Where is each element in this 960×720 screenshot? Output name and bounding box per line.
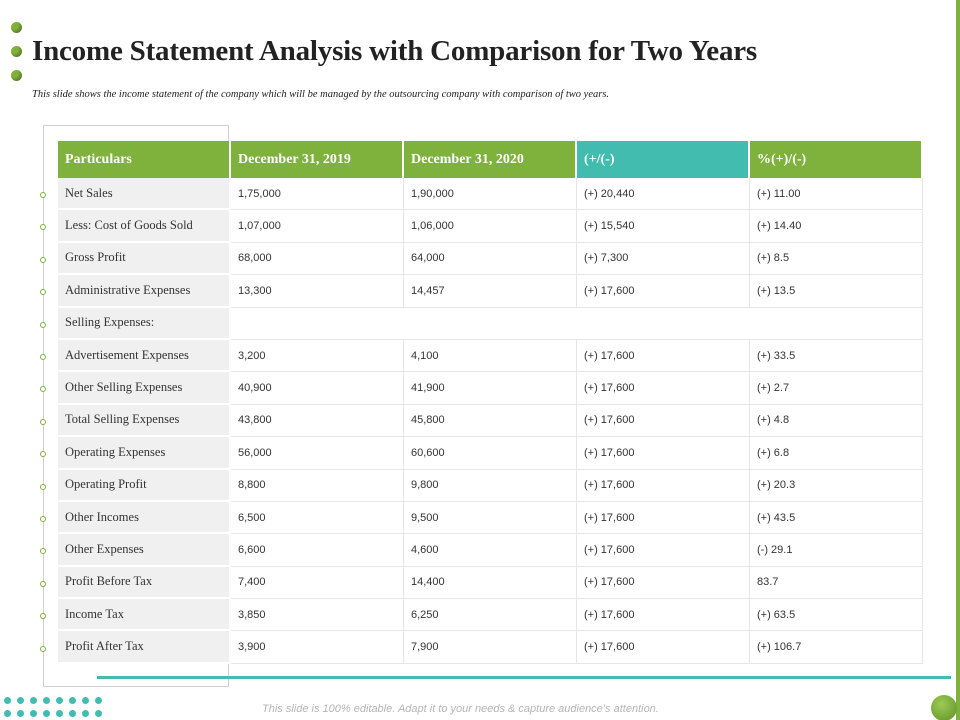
value-2019: 1,75,000 [231, 178, 404, 210]
grid-dot-icon [69, 710, 76, 717]
table-row [58, 405, 923, 437]
table-row [58, 502, 923, 534]
row-label: Less: Cost of Goods Sold [58, 210, 231, 242]
title-bullet-dots [11, 22, 23, 94]
table-row [58, 534, 923, 566]
row-label: Other Selling Expenses [58, 372, 231, 404]
table-row [58, 437, 923, 469]
value-difference: (+) 17,600 [577, 405, 750, 437]
grid-dot-icon [4, 710, 11, 717]
value-difference: (+) 17,600 [577, 567, 750, 599]
value-2020: 9,800 [404, 470, 577, 502]
grid-dot-icon [43, 697, 50, 704]
value-percent: (+) 11.00 [750, 178, 923, 210]
row-label: Income Tax [58, 599, 231, 631]
table-row [58, 470, 923, 502]
grid-dot-icon [17, 697, 24, 704]
row-label: Gross Profit [58, 243, 231, 275]
row-label: Operating Profit [58, 470, 231, 502]
header-percent-change: %(+)/(-) [750, 141, 923, 178]
value-percent: (-) 29.1 [750, 534, 923, 566]
side-bullet-icon [40, 322, 46, 328]
value-2020: 14,457 [404, 275, 577, 307]
header-difference: (+/(-) [577, 141, 750, 178]
table-header-row [58, 141, 923, 178]
header-december-2020: December 31, 2020 [404, 141, 577, 178]
grid-dot-icon [69, 697, 76, 704]
grid-dot-icon [17, 710, 24, 717]
side-bullet-icon [40, 646, 46, 652]
header-december-2019: December 31, 2019 [231, 141, 404, 178]
table-row [58, 308, 923, 340]
value-difference: (+) 17,600 [577, 275, 750, 307]
value-2019: 40,900 [231, 372, 404, 404]
income-statement-table [58, 141, 923, 664]
grid-dot-icon [4, 697, 11, 704]
grid-dot-icon [56, 710, 63, 717]
corner-ball-icon [931, 695, 957, 720]
value-2019: 43,800 [231, 405, 404, 437]
value-2019: 7,400 [231, 567, 404, 599]
value-2019: 6,500 [231, 502, 404, 534]
table-row [58, 567, 923, 599]
value-percent: (+) 14.40 [750, 210, 923, 242]
bullet-dot-icon [11, 70, 22, 81]
value-2020: 60,600 [404, 437, 577, 469]
empty-cell [231, 308, 923, 340]
value-percent: 83.7 [750, 567, 923, 599]
value-2020: 7,900 [404, 631, 577, 663]
row-label: Operating Expenses [58, 437, 231, 469]
table-row [58, 210, 923, 242]
value-percent: (+) 6.8 [750, 437, 923, 469]
value-percent: (+) 43.5 [750, 502, 923, 534]
table-row [58, 599, 923, 631]
grid-dot-icon [30, 697, 37, 704]
row-label: Selling Expenses: [58, 308, 231, 340]
value-2019: 68,000 [231, 243, 404, 275]
grid-dot-icon [82, 697, 89, 704]
grid-dot-icon [82, 710, 89, 717]
row-label: Profit After Tax [58, 631, 231, 663]
value-2020: 41,900 [404, 372, 577, 404]
value-2020: 9,500 [404, 502, 577, 534]
side-bullet-icon [40, 257, 46, 263]
value-2020: 14,400 [404, 567, 577, 599]
side-bullet-icon [40, 192, 46, 198]
side-bullet-icon [40, 484, 46, 490]
value-2019: 3,850 [231, 599, 404, 631]
value-2020: 4,100 [404, 340, 577, 372]
value-2020: 45,800 [404, 405, 577, 437]
value-2019: 56,000 [231, 437, 404, 469]
bullet-dot-icon [11, 22, 22, 33]
value-percent: (+) 8.5 [750, 243, 923, 275]
value-difference: (+) 17,600 [577, 437, 750, 469]
row-label: Administrative Expenses [58, 275, 231, 307]
value-difference: (+) 17,600 [577, 599, 750, 631]
value-2020: 6,250 [404, 599, 577, 631]
value-2019: 13,300 [231, 275, 404, 307]
value-difference: (+) 17,600 [577, 502, 750, 534]
value-difference: (+) 17,600 [577, 534, 750, 566]
grid-dot-icon [95, 710, 102, 717]
right-accent-bar [956, 0, 960, 720]
value-2019: 6,600 [231, 534, 404, 566]
value-2020: 1,06,000 [404, 210, 577, 242]
value-2020: 1,90,000 [404, 178, 577, 210]
value-percent: (+) 13.5 [750, 275, 923, 307]
value-difference: (+) 7,300 [577, 243, 750, 275]
value-2019: 3,200 [231, 340, 404, 372]
value-percent: (+) 2.7 [750, 372, 923, 404]
page-title: Income Statement Analysis with Comparison for Two Years [32, 35, 758, 67]
table-row [58, 243, 923, 275]
side-bullet-icon [40, 581, 46, 587]
footer-note: This slide is 100% editable. Adapt it to your needs & capture audience’s attention. [262, 703, 659, 715]
value-2019: 3,900 [231, 631, 404, 663]
value-difference: (+) 17,600 [577, 372, 750, 404]
grid-dot-icon [30, 710, 37, 717]
value-percent: (+) 4.8 [750, 405, 923, 437]
grid-dot-icon [56, 697, 63, 704]
table-body [58, 178, 923, 664]
value-2020: 4,600 [404, 534, 577, 566]
grid-dot-icon [43, 710, 50, 717]
value-difference: (+) 17,600 [577, 631, 750, 663]
table-row [58, 372, 923, 404]
row-label: Advertisement Expenses [58, 340, 231, 372]
value-percent: (+) 33.5 [750, 340, 923, 372]
value-difference: (+) 15,540 [577, 210, 750, 242]
row-label: Other Expenses [58, 534, 231, 566]
row-label: Net Sales [58, 178, 231, 210]
row-label: Other Incomes [58, 502, 231, 534]
value-percent: (+) 106.7 [750, 631, 923, 663]
value-difference: (+) 17,600 [577, 470, 750, 502]
table-row [58, 340, 923, 372]
value-difference: (+) 17,600 [577, 340, 750, 372]
grid-dot-icon [95, 697, 102, 704]
side-bullet-icon [40, 354, 46, 360]
value-2019: 8,800 [231, 470, 404, 502]
table-row [58, 631, 923, 663]
value-2019: 1,07,000 [231, 210, 404, 242]
row-label: Profit Before Tax [58, 567, 231, 599]
value-difference: (+) 20,440 [577, 178, 750, 210]
row-label: Total Selling Expenses [58, 405, 231, 437]
value-percent: (+) 20.3 [750, 470, 923, 502]
value-percent: (+) 63.5 [750, 599, 923, 631]
table-row [58, 178, 923, 210]
value-2020: 64,000 [404, 243, 577, 275]
page-subtitle: This slide shows the income statement of the company which will be managed by the outsourcing company with comparison of two years. [32, 89, 610, 100]
table-row [58, 275, 923, 307]
header-particulars: Particulars [58, 141, 231, 178]
bottom-divider-line [97, 676, 951, 679]
bullet-dot-icon [11, 46, 22, 57]
side-bullet-icon [40, 419, 46, 425]
side-bullet-icon [40, 516, 46, 522]
